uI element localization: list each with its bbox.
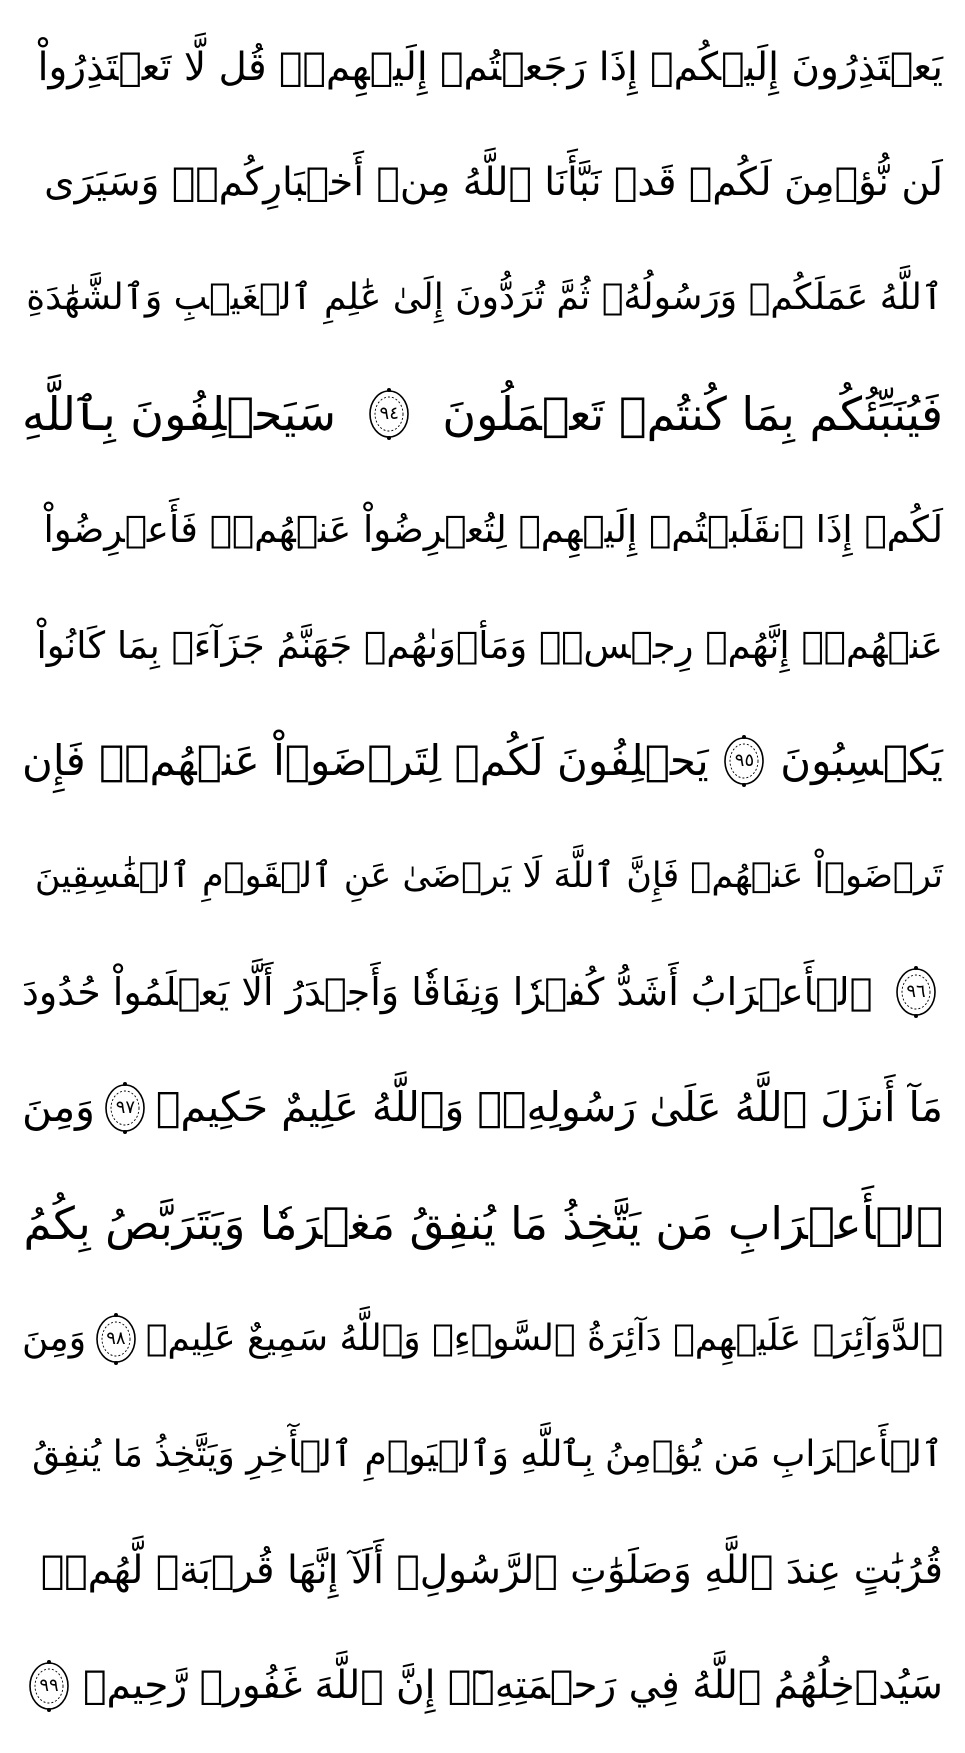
line-text: عَنۡهُمۡۖ إِنَّهُمۡ رِجۡسٞۖ وَمَأۡوَىٰهُمۡ جَهَنَّمُ جَزَآءَۢ بِمَا كَانُواْ (36, 623, 943, 667)
text-line (22, 1168, 943, 1278)
text-line (22, 128, 943, 238)
line-text: ٱللَّهُ عَمَلَكُمۡ وَرَسُولُهُۥ ثُمَّ تُرَدُّونَ إِلَىٰ عَٰلِمِ ٱلۡغَيۡبِ وَٱلشَّهَٰدَةِ (26, 277, 943, 319)
text-line (22, 821, 943, 931)
line-text: وَمِنَ (22, 1083, 95, 1132)
line-text: فَيُنَبِّئُكُم بِمَا كُنتُمۡ تَعۡمَلُونَ (442, 386, 943, 441)
verse-number: ٩٤ (379, 402, 399, 424)
line-text: لَكُمۡ إِذَا ٱنقَلَبۡتُمۡ إِلَيۡهِمۡ لِتُعۡرِضُواْ عَنۡهُمۡۖ فَأَعۡرِضُواْ (43, 508, 943, 552)
text-line (22, 12, 943, 122)
text-line (22, 590, 943, 700)
line-text: ٱلدَّوَآئِرَۚ عَلَيۡهِمۡ دَآئِرَةُ ٱلسَّوۡءِۗ وَٱللَّهُ سَمِيعٌ عَلِيمٞ (145, 1318, 943, 1360)
line-text: ٱلۡأَعۡرَابِ مَن يُؤۡمِنُ بِٱللَّهِ وَٱلۡيَوۡمِ ٱلۡأٓخِرِ وَيَتَّخِذُ مَا يُنفِقُ (32, 1433, 943, 1475)
line-text: لَن نُّؤۡمِنَ لَكُمۡ قَدۡ نَبَّأَنَا ٱللَّهُ مِنۡ أَخۡبَارِكُمۡۚ وَسَيَرَى (44, 160, 943, 206)
text-line (22, 1515, 943, 1625)
text-line (22, 243, 943, 353)
verse-end-marker (366, 387, 412, 441)
line-text: ٱلۡأَعۡرَابُ أَشَدُّ كُفۡرٗا وَنِفَاقٗا وَأَجۡدَرُ أَلَّا يَعۡلَمُواْ حُدُودَ (22, 970, 873, 1015)
line-text: تَرۡضَوۡاْ عَنۡهُمۡ فَإِنَّ ٱللَّهَ لَا يَرۡضَىٰ عَنِ ٱلۡقَوۡمِ ٱلۡفَٰسِقِينَ (34, 855, 943, 896)
verse-end-marker (93, 1312, 139, 1366)
text-line (22, 937, 943, 1047)
text-line (22, 1631, 943, 1741)
verse-end-marker (721, 734, 767, 788)
text-line (22, 359, 943, 469)
text-line (22, 706, 943, 816)
line-text: قُرُبَٰتٍ عِندَ ٱللَّهِ وَصَلَوَٰتِ ٱلرَّسُولِۚ أَلَآ إِنَّهَا قُرۡبَةٞ لَّهُمۡۚ (40, 1547, 943, 1593)
line-text: يَكۡسِبُونَ (780, 735, 943, 785)
text-line (22, 1053, 943, 1163)
text-line (22, 1400, 943, 1510)
text-line (22, 1284, 943, 1394)
verse-number: ٩٧ (115, 1096, 136, 1118)
line-text: يَعۡتَذِرُونَ إِلَيۡكُمۡ إِذَا رَجَعۡتُمۡ إِلَيۡهِمۡۚ قُل لَّا تَعۡتَذِرُواْ (37, 44, 943, 90)
line-text: ٱلۡأَعۡرَابِ مَن يَتَّخِذُ مَا يُنفِقُ مَغۡرَمٗا وَيَتَرَبَّصُ بِكُمُ (23, 1196, 943, 1250)
line-text: سَيُدۡخِلُهُمُ ٱللَّهُ فِي رَحۡمَتِهِۦٓۚ إِنَّ ٱللَّهَ غَفُورٞ رَّحِيمٞ (83, 1663, 943, 1709)
verse-end-marker (893, 965, 939, 1019)
verse-number: ٩٥ (734, 749, 755, 771)
line-text: سَيَحۡلِفُونَ بِٱللَّهِ (22, 386, 337, 441)
verse-number: ٩٨ (106, 1328, 126, 1350)
line-text: مَآ أَنزَلَ ٱللَّهُ عَلَىٰ رَسُولِهِۦۗ وَٱللَّهُ عَلِيمٌ حَكِيمٞ (155, 1083, 943, 1132)
verse-end-marker (102, 1081, 148, 1135)
verse-number: ٩٩ (39, 1674, 59, 1696)
text-line (22, 475, 943, 585)
verse-end-marker (26, 1659, 72, 1713)
verse-number: ٩٦ (906, 981, 926, 1003)
text-block (22, 12, 943, 1741)
line-text: وَمِنَ (22, 1318, 87, 1360)
line-text: يَحۡلِفُونَ لَكُمۡ لِتَرۡضَوۡاْ عَنۡهُمۡۖ فَإِن (22, 735, 709, 785)
